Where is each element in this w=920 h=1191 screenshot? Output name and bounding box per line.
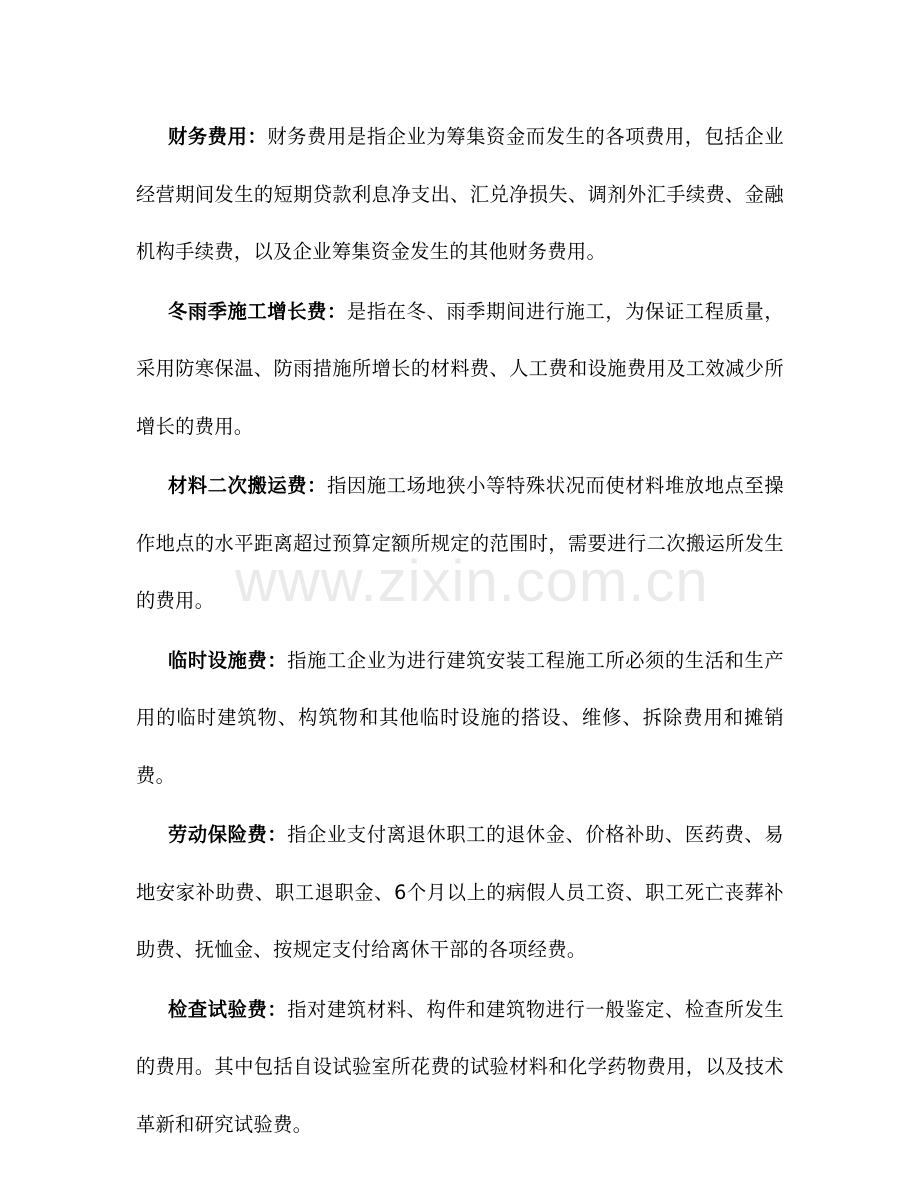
term-separator: ： [307,474,328,497]
term-label: 检查试验费 [168,997,268,1021]
paragraph-winter-rain-season-cost [136,283,784,456]
paragraph-text: 指因施工场地狭小等特殊状况而使材料堆放地点至操作地点的水平距离超过预算定额所规定的范围时，需要进行二次搬运所发生的费用。 [136,474,785,612]
term-label: 材料二次搬运费 [168,474,308,497]
paragraph-inspection-test-cost [136,981,784,1154]
paragraph-labor-insurance-cost [136,806,784,979]
paragraph-text: 财务费用是指企业为筹集资金而发生的各项费用，包括企业经营期间发生的短期贷款利息净支出、汇兑净损失、调剂外汇手续费、金融机构手续费，以及企业筹集资金发生的其他财务费用。 [136,125,785,263]
term-separator: ： [267,648,288,672]
term-label: 劳动保险费 [168,823,268,846]
term-label: 冬雨季施工增长费 [168,299,328,323]
paragraph-text: 是指在冬、雨季期间进行施工，为保证工程质量，采用防寒保温、防雨措施所增长的材料费、人工费和设施费用及工效减少所增长的费用。 [136,299,784,438]
paragraph-secondary-transport-cost [136,457,784,630]
document-body [136,108,784,1155]
paragraph-text: 指对建筑材料、构件和建筑物进行一般鉴定、检查所发生的费用。其中包括自设试验室所花费的试验材料和化学药物费用，以及技术革新和研究试验费。 [136,997,785,1136]
paragraph-text: 指企业支付离退休职工的退休金、价格补助、医药费、易地安家补助费、职工退职金、6个月以上的病假人员工资、职工死亡丧葬补助费、抚恤金、按规定支付给离休干部的各项经费。 [136,823,785,961]
term-label: 财务费用 [168,125,248,148]
term-separator: ： [267,997,288,1021]
term-label: 临时设施费 [168,648,268,672]
paragraph-financial-expenses [136,108,784,281]
paragraph-temporary-facilities-cost [136,632,784,805]
term-separator: ： [267,823,288,846]
paragraph-text: 指施工企业为进行建筑安装工程施工所必须的生活和生产用的临时建筑物、构筑物和其他临时设施的搭设、维修、拆除费用和摊销费。 [136,648,785,787]
term-separator: ： [327,299,347,323]
watermark-text: www.zixin.com.cn [235,549,709,614]
term-separator: ： [247,125,268,148]
